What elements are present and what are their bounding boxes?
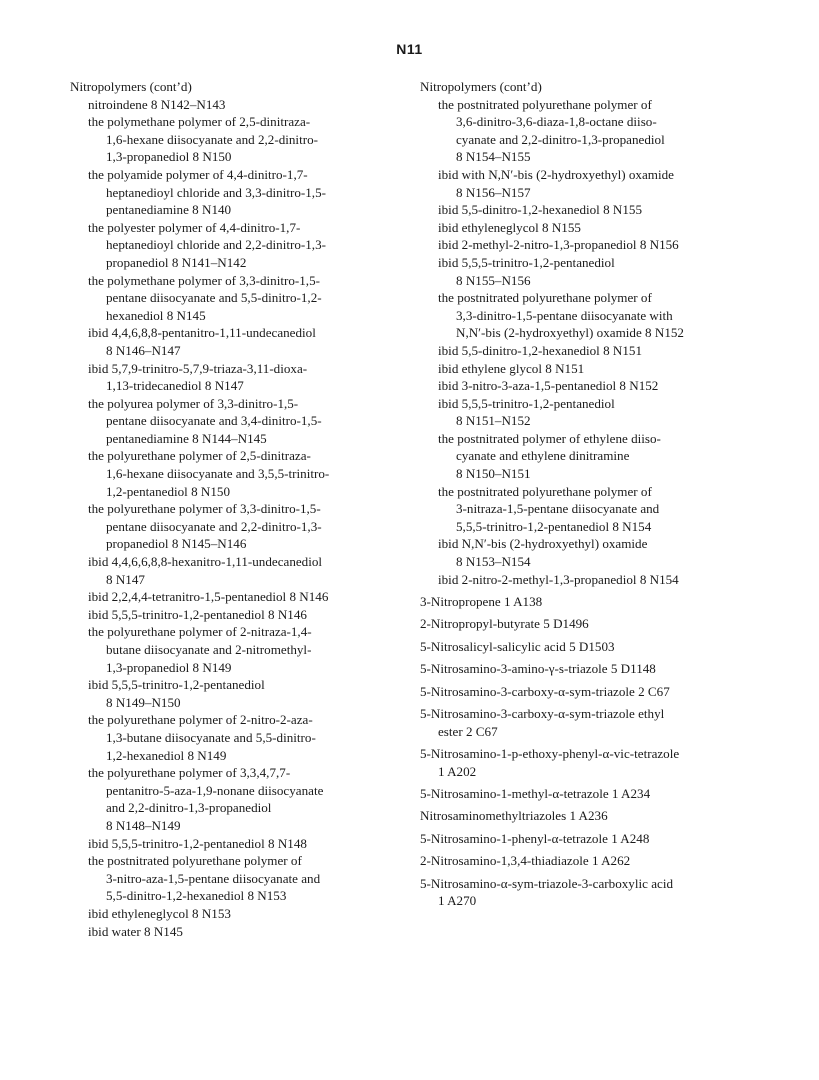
index-continuation: 3-nitraza-1,5-pentane diisocyanate and — [456, 501, 660, 517]
index-entry: the polymethane polymer of 3,3-dinitro-1,5- — [88, 272, 320, 288]
index-heading: Nitropolymers (cont’d) — [70, 79, 192, 94]
index-entry: the polyurethane polymer of 3,3-dinitro-1,5- — [88, 501, 321, 517]
index-continuation: and 2,2-dinitro-1,3-propanediol — [106, 800, 272, 816]
index-continuation: butane diisocyanate and 2-nitromethyl- — [106, 642, 312, 657]
index-entry: ibid 4,4,6,8,8-pentanitro-1,11-undecanediol — [88, 325, 316, 341]
index-entry: ibid 5,5,5-trinitro-1,2-pentanediol 8 N146 — [88, 606, 307, 622]
page-header: N11 — [396, 41, 423, 57]
index-heading: 5-Nitrosamino-α-sym-triazole-3-carboxylic acid — [420, 875, 674, 891]
index-continuation: 5,5,5-trinitro-1,2-pentanediol 8 N154 — [456, 518, 652, 534]
index-continuation: 1,3-butane diisocyanate and 5,5-dinitro- — [106, 729, 316, 745]
index-entry: ibid 5,5-dinitro-1,2-hexanediol 8 N155 — [438, 202, 643, 218]
index-heading: 3-Nitropropene 1 A138 — [420, 594, 543, 610]
index-continuation: 1,3-propanediol 8 N150 — [106, 149, 232, 165]
index-entry: ibid ethyleneglycol 8 N155 — [438, 219, 581, 235]
index-entry: the postnitrated polymer of ethylene diiso- — [438, 430, 661, 446]
index-entry: the polyester polymer of 4,4-dinitro-1,7- — [88, 219, 301, 235]
index-heading: 5-Nitrosamino-1-p-ethoxy-phenyl-α-vic-tetrazole — [420, 745, 680, 761]
index-continuation: 8 N151–N152 — [456, 413, 531, 429]
index-entry: ester 2 C67 — [438, 723, 498, 739]
index-heading: 5-Nitrosalicyl-salicylic acid 5 D1503 — [420, 638, 615, 654]
index-continuation: cyanate and 2,2-dinitro-1,3-propanediol — [456, 131, 665, 147]
index-entry: the polyurea polymer of 3,3-dinitro-1,5- — [88, 395, 299, 411]
index-continuation: 8 N146–N147 — [106, 342, 181, 358]
index-continuation: 1,3-propanediol 8 N149 — [106, 659, 232, 675]
index-entry: the postnitrated polyurethane polymer of — [438, 96, 652, 112]
index-entry: the postnitrated polyurethane polymer of — [438, 483, 652, 499]
index-entry: ibid 5,5-dinitro-1,2-hexanediol 8 N151 — [438, 342, 643, 358]
index-continuation: 1,6-hexane diisocyanate and 3,5,5-trinitro- — [106, 466, 330, 482]
index-entry: ibid water 8 N145 — [88, 923, 183, 939]
index-entry: the polymethane polymer of 2,5-dinitraza- — [88, 114, 311, 130]
index-entry: ibid ethylene glycol 8 N151 — [438, 360, 585, 376]
index-continuation: heptanedioyl chloride and 2,2-dinitro-1,3- — [106, 237, 326, 253]
index-continuation: pentane diisocyanate and 5,5-dinitro-1,2- — [106, 290, 322, 306]
index-continuation: 3,3-dinitro-1,5-pentane diisocyanate with — [456, 307, 673, 323]
index-entry: ibid 3-nitro-3-aza-1,5-pentanediol 8 N152 — [438, 378, 659, 394]
left-column — [70, 78, 390, 940]
index-continuation: heptanedioyl chloride and 3,3-dinitro-1,5- — [106, 184, 326, 200]
index-continuation: 1,6-hexane diisocyanate and 2,2-dinitro- — [106, 131, 318, 147]
index-continuation: 8 N156–N157 — [456, 184, 531, 200]
index-heading: Nitrosaminomethyltriazoles 1 A236 — [420, 808, 608, 824]
index-entry: 1 A270 — [438, 893, 477, 909]
index-continuation: 8 N154–N155 — [456, 149, 531, 165]
index-entry: the postnitrated polyurethane polymer of — [88, 853, 302, 869]
index-entry: nitroindene 8 N142–N143 — [88, 96, 226, 112]
index-heading: 2-Nitrosamino-1,3,4-thiadiazole 1 A262 — [420, 853, 631, 869]
index-continuation: 8 N147 — [106, 571, 145, 587]
index-continuation: propanediol 8 N141–N142 — [106, 254, 247, 270]
index-entry: the polyamide polymer of 4,4-dinitro-1,7- — [88, 166, 308, 182]
right-column — [420, 78, 815, 910]
index-continuation: pentane diisocyanate and 2,2-dinitro-1,3- — [106, 518, 322, 534]
index-entry: the postnitrated polyurethane polymer of — [438, 290, 652, 306]
index-heading: 5-Nitrosamino-1-methyl-α-tetrazole 1 A234 — [420, 785, 651, 801]
index-heading: 5-Nitrosamino-1-phenyl-α-tetrazole 1 A248 — [420, 830, 650, 846]
index-heading: 5-Nitrosamino-3-amino-γ-s-triazole 5 D1148 — [420, 661, 656, 677]
index-heading: 2-Nitropropyl-butyrate 5 D1496 — [420, 616, 589, 632]
index-entry: the polyurethane polymer of 2-nitro-2-aza- — [88, 712, 313, 728]
index-continuation: pentanitro-5-aza-1,9-nonane diisocyanate — [106, 782, 324, 798]
index-entry: ibid ethyleneglycol 8 N153 — [88, 905, 231, 921]
index-entry: ibid 5,7,9-trinitro-5,7,9-triaza-3,11-dioxa- — [88, 360, 308, 376]
index-continuation: pentanediamine 8 N140 — [106, 202, 232, 218]
index-continuation: 1,13-tridecanediol 8 N147 — [106, 378, 244, 394]
index-continuation: hexanediol 8 N145 — [106, 307, 206, 323]
index-entry: the polyurethane polymer of 3,3,4,7,7- — [88, 765, 291, 781]
index-entry: ibid 2-methyl-2-nitro-1,3-propanediol 8 N156 — [438, 237, 679, 253]
index-entry: 1 A202 — [438, 763, 477, 779]
index-entry: ibid 5,5,5-trinitro-1,2-pentanediol 8 N148 — [88, 835, 307, 851]
index-continuation: 1,2-hexanediol 8 N149 — [106, 747, 227, 763]
index-entry: ibid 2-nitro-2-methyl-1,3-propanediol 8 N154 — [438, 571, 679, 587]
index-continuation: 8 N149–N150 — [106, 694, 181, 710]
index-continuation: 8 N155–N156 — [456, 272, 531, 288]
index-entry: ibid N,N′-bis (2-hydroxyethyl) oxamide — [438, 536, 648, 552]
index-continuation: pentanediamine 8 N144–N145 — [106, 430, 267, 446]
index-continuation: N,N′-bis (2-hydroxyethyl) oxamide 8 N152 — [456, 325, 684, 341]
index-continuation: propanediol 8 N145–N146 — [106, 536, 247, 552]
index-entry: the polyurethane polymer of 2-nitraza-1,4- — [88, 624, 312, 640]
index-entry: ibid 5,5,5-trinitro-1,2-pentanediol — [438, 395, 615, 411]
index-entry: ibid with N,N′-bis (2-hydroxyethyl) oxamide — [438, 166, 674, 182]
index-continuation: 3,6-dinitro-3,6-diaza-1,8-octane diiso- — [456, 114, 657, 130]
index-continuation: 5,5-dinitro-1,2-hexanediol 8 N153 — [106, 888, 287, 904]
index-continuation: 8 N153–N154 — [456, 554, 531, 570]
index-entry: ibid 2,2,4,4-tetranitro-1,5-pentanediol 8 N146 — [88, 589, 329, 605]
index-heading: Nitropolymers (cont’d) — [420, 79, 542, 94]
index-continuation: 8 N150–N151 — [456, 466, 531, 482]
index-heading: 5-Nitrosamino-3-carboxy-α-sym-triazole 2 C67 — [420, 683, 670, 699]
index-heading: 5-Nitrosamino-3-carboxy-α-sym-triazole ethyl — [420, 705, 665, 721]
index-continuation: 1,2-pentanediol 8 N150 — [106, 483, 231, 499]
index-entry: ibid 5,5,5-trinitro-1,2-pentanediol — [88, 677, 265, 693]
index-continuation: 8 N148–N149 — [106, 817, 181, 833]
index-entry: the polyurethane polymer of 2,5-dinitraza- — [88, 448, 311, 464]
index-entry: ibid 5,5,5-trinitro-1,2-pentanediol — [438, 254, 615, 270]
index-entry: ibid 4,4,6,6,8,8-hexanitro-1,11-undecanediol — [88, 554, 323, 570]
index-continuation: pentane diisocyanate and 3,4-dinitro-1,5- — [106, 413, 322, 429]
index-continuation: cyanate and ethylene dinitramine — [456, 448, 630, 464]
index-continuation: 3-nitro-aza-1,5-pentane diisocyanate and — [106, 870, 321, 886]
